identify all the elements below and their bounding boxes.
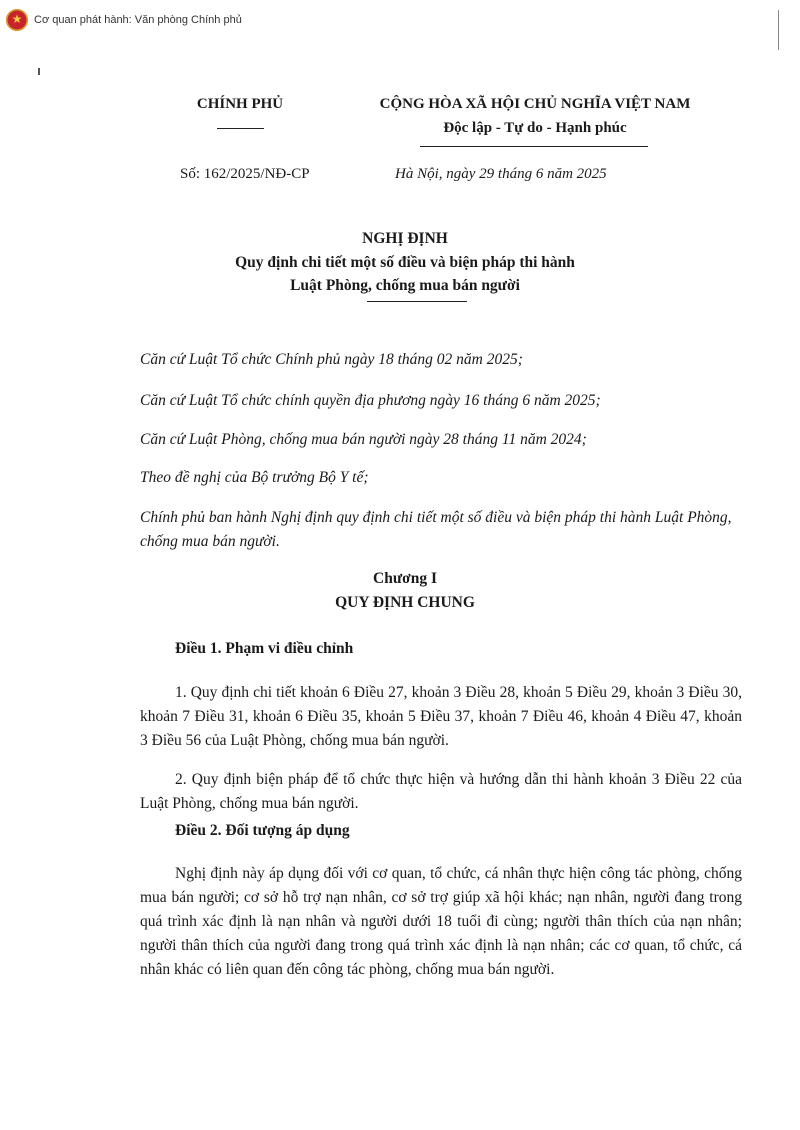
article-heading: Điều 1. Phạm vi điều chỉnh <box>175 640 354 657</box>
document-number: Số: 162/2025/NĐ-CP <box>180 166 310 182</box>
article-heading: Điều 2. Đối tượng áp dụng <box>175 822 350 839</box>
place-date: Hà Nội, ngày 29 tháng 6 năm 2025 <box>395 166 607 182</box>
motto-underline <box>420 146 648 147</box>
national-name: CỘNG HÒA XÃ HỘI CHỦ NGHĨA VIỆT NAM <box>379 96 691 112</box>
agency-underline <box>217 128 264 129</box>
document-title-line-2: Luật Phòng, chống mua bán người <box>290 277 520 294</box>
legal-basis-item: Theo đề nghị của Bộ trưởng Bộ Y tế; <box>140 469 369 486</box>
scan-mark <box>38 68 40 75</box>
title-underline <box>367 301 467 302</box>
issuing-agency: CHÍNH PHỦ <box>196 96 284 112</box>
article-paragraph: 1. Quy định chi tiết khoản 6 Điều 27, khoản 3 Điều 28, khoản 5 Điều 29, khoản 3 Điều 30, khoản 7 Điều 31, khoản 6 Điều 35, khoản 5 Điều 37, khoản 7 Điều 46, khoản 4 Điều 47, khoản 3 Điều 56 của Luật Phòng, chống mua bán người. <box>140 684 742 749</box>
legal-basis-item: Chính phủ ban hành Nghị định quy định chi tiết một số điều và biện pháp thi hành Luật Phòng, chống mua bán người. <box>140 509 732 550</box>
document-type: NGHỊ ĐỊNH <box>362 230 448 247</box>
state-emblem-icon <box>6 9 28 31</box>
legal-basis-item: Căn cứ Luật Phòng, chống mua bán người ngày 28 tháng 11 năm 2024; <box>140 431 587 448</box>
article-paragraph: 2. Quy định biện pháp để tổ chức thực hiện và hướng dẫn thi hành khoản 3 Điều 22 của Luật Phòng, chống mua bán người. <box>140 771 742 812</box>
national-motto: Độc lập - Tự do - Hạnh phúc <box>443 120 627 136</box>
legal-basis-item: Căn cứ Luật Tổ chức Chính phủ ngày 18 tháng 02 năm 2025; <box>140 351 523 368</box>
chapter-name: QUY ĐỊNH CHUNG <box>335 594 475 611</box>
legal-basis-item: Căn cứ Luật Tổ chức chính quyền địa phương ngày 16 tháng 6 năm 2025; <box>140 392 601 409</box>
document-title-line-1: Quy định chi tiết một số điều và biện pháp thi hành <box>235 254 575 271</box>
article-paragraph: Nghị định này áp dụng đối với cơ quan, tổ chức, cá nhân thực hiện công tác phòng, chống mua bán người; cơ sở hỗ trợ nạn nhân, cơ sở trợ giúp xã hội khác; nạn nhân, người đang trong quá trình xác định là nạn nhân và người dưới 18 tuổi đi cùng; người thân thích của nạn nhân; người thân thích của người đang trong quá trình xác định là nạn nhân; các cơ quan, tổ chức, cá nhân khác có liên quan đến công tác phòng, chống mua bán người. <box>140 865 742 978</box>
issuer-stamp <box>6 8 242 32</box>
issuer-text: Cơ quan phát hành: Văn phòng Chính phủ <box>34 14 242 26</box>
scan-mark <box>778 10 779 50</box>
chapter-number: Chương I <box>373 570 437 587</box>
